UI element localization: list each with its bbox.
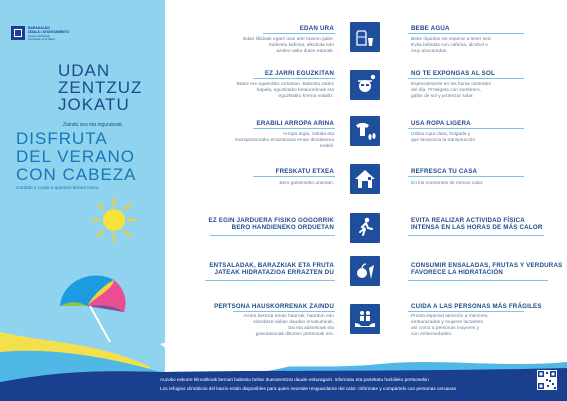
item-1-eu-title: EDAN URA [299,25,334,32]
divider [408,176,524,177]
item-4-eu-desc: Bero gutxieneko uneetan. [279,181,334,186]
shield-icon [11,26,25,40]
item-4-es-title: REFRESCA TU CASA [411,168,478,175]
divider [253,78,335,79]
footer-basque: Auzoko eskurre klimatikoak beroari babestu behar duenarentzat daude eskuragarri. Informatu eta partekatu hurbileko pertsonekin [160,377,429,382]
tshirt-sandals-icon [350,116,380,146]
caring-hands-icon [350,304,380,334]
item-1-es-desc: Bebe líquidos sin esperar a tener sed. Evita bebidas con cafeína, alcohol o muy azucaradas. [411,37,492,54]
item-1-eu-desc: Edan likidoak egarri izan arte itxaron gabe. Saihestu kafeina, alkohola edo azukre asko duten edariak. [243,37,334,54]
item-3-es-desc: Utiliza ropa clara, holgada y que favorezca la transpiración [411,132,475,143]
item-4-es-desc: En los momentos de menos calor. [411,181,484,186]
item-3-eu-title: ERABILI ARROPA ARINA [256,120,334,127]
item-2-eu-title: EZ JARRI EGUZKITAN [264,70,334,77]
divider [205,280,335,281]
logo-name: BARAKALDO UDALA / AYUNTAMIENTO [28,26,70,34]
divider [233,311,335,312]
divider [408,128,524,129]
item-6-eu-title: ENTSALADAK, BARAZKIAK ETA FRUTA JATEAK HIDRATAZIOA ERRAZTEN DU [209,262,334,276]
sun-person-glasses-icon [350,70,380,100]
item-5-es-title: EVITA REALIZAR ACTIVIDAD FÍSICA INTENSA EN LAS HORAS DE MÁS CALOR [411,217,543,231]
item-2-es-title: NO TE EXPONGAS AL SOL [411,70,495,77]
spanish-subtitle: Cuídate y cuida a quienes tienes cerca [16,186,99,191]
divider [408,280,548,281]
divider [263,33,335,34]
divider [408,33,524,34]
house-icon [350,164,380,194]
running-person-icon [350,213,380,243]
item-4-eu-title: FRESKATU ETXEA [275,168,334,175]
beach-umbrella-icon [52,266,130,344]
divider [253,176,335,177]
logo-subtitle: Osasun Zerbitzuak Prevención de la Salud [28,35,55,41]
water-jug-glass-icon [350,22,380,52]
footer-spanish: Los refugios climáticos del barrio están disponibles para quien necesite resguardarse del calor. Infórmate y compártelo con personas cercanas [160,386,456,391]
basque-title: UDAN ZENTZUZ JOKATU [58,61,143,114]
item-5-eu-title: EZ EGIN JARDUERA FISIKO GOGORRIK BERO HANDIENEKO ORDUETAN [208,217,334,231]
sun-icon [91,197,137,243]
item-2-eu-desc: Batez ere eguerdiko orduetan. Babestu zaitez kapela, eguzkitako betaurrekoak eta eguzkitako krema erabiliz. [236,82,334,99]
fruit-vegetables-icon [350,256,380,286]
spanish-title: DISFRUTA DEL VERANO CON CABEZA [16,129,137,184]
divider [210,235,335,236]
divider [408,235,544,236]
item-3-eu-desc: Arropa argia, zabala eta transpiraziorako erraztasuna eman dezakeena erabili. [235,132,334,149]
item-1-es-title: BEBE AGUA [411,25,450,32]
municipal-logo [11,26,71,46]
basque-subtitle: Zaindu zeu eta ingurukoak [63,122,122,128]
item-6-es-title: CONSUMIR ENSALADAS, FRUTAS Y VERDURAS FAVORECE LA HIDRATACIÓN [411,262,563,276]
divider [253,128,335,129]
qr-code-icon[interactable] [537,370,557,390]
item-7-es-desc: Presta especial atención a menores, embarazadas y mujeres lactantes, así como a personas mayores y con enfermedades. [411,314,489,337]
divider [408,78,524,79]
item-2-es-desc: Especialmente en las horas centrales del día. Protégete con sombrero, gafas de sol y protector solar. [411,82,491,99]
item-7-eu-title: PERTSONA HAUSKORRENAK ZAINDU [214,303,334,310]
item-7-eu-desc: Arreta berezia eman haurrak, haurdun edo edoskitze-aldian dauden emakumeak, bai eta adinekoak eta gaixotasunak dituzten pertsonak ere. [243,314,334,337]
item-7-es-title: CUIDA A LAS PERSONAS MÁS FRÁGILES [411,303,542,310]
divider [408,311,524,312]
item-3-es-title: USA ROPA LIGERA [411,120,471,127]
